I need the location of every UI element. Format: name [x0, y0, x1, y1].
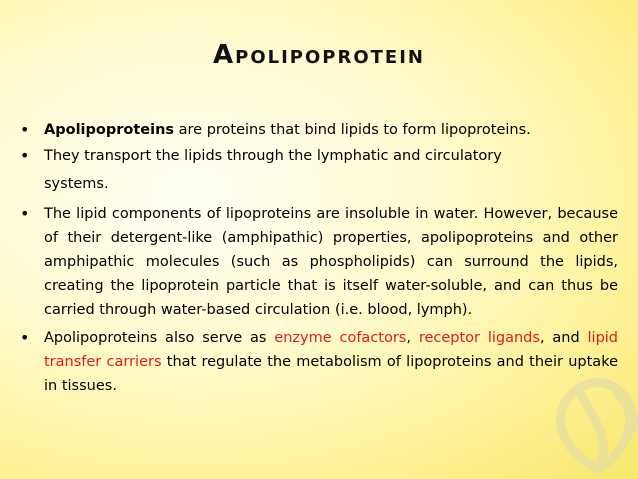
highlight-lipid-transfer-carriers: lipid transfer carriers — [44, 330, 619, 370]
bullet-dot: • — [20, 204, 30, 223]
bullet-text: that regulate the metabolism of lipoproteins and their uptake in tissues. — [44, 354, 618, 394]
highlight-receptor-ligands: receptor ligands — [418, 330, 540, 346]
bullet-dot: • — [20, 146, 30, 165]
bullet-dot: • — [20, 328, 30, 347]
bullet-text: are proteins that bind lipids to form lipoproteins. — [174, 122, 531, 138]
bullet-dot: • — [20, 120, 30, 139]
bullet-text-continued: systems. — [44, 176, 109, 192]
bullet-text: They transport the lipids through the lymphatic and circulatory — [44, 148, 502, 164]
bullet-item — [18, 326, 618, 398]
slide-title: Apolipoprotein — [213, 40, 425, 70]
highlight-enzyme-cofactors: enzyme cofactors — [274, 330, 407, 346]
bullet-item — [18, 118, 618, 142]
trefoil-logo-icon — [538, 349, 638, 479]
bold-term: Apolipoproteins — [44, 122, 175, 138]
bullet-text: The lipid components of lipoproteins are insoluble in water. However, because of their detergent-like (amphipathic) properties, apolipoproteins and other amphipathic molecules (such as phospholipids) can surround the lipids, creating the lipoprotein particle that is itself water-soluble, and can thus be carried through water-based circulation (i.e. blood, lymph). — [44, 206, 618, 318]
bullet-text: , and — [539, 330, 588, 346]
bullet-text: Apolipoproteins also serve as — [44, 330, 275, 346]
bullet-item — [18, 144, 618, 196]
bullet-text: , — [406, 330, 419, 346]
bullet-list — [18, 118, 618, 398]
bullet-item — [18, 202, 618, 322]
